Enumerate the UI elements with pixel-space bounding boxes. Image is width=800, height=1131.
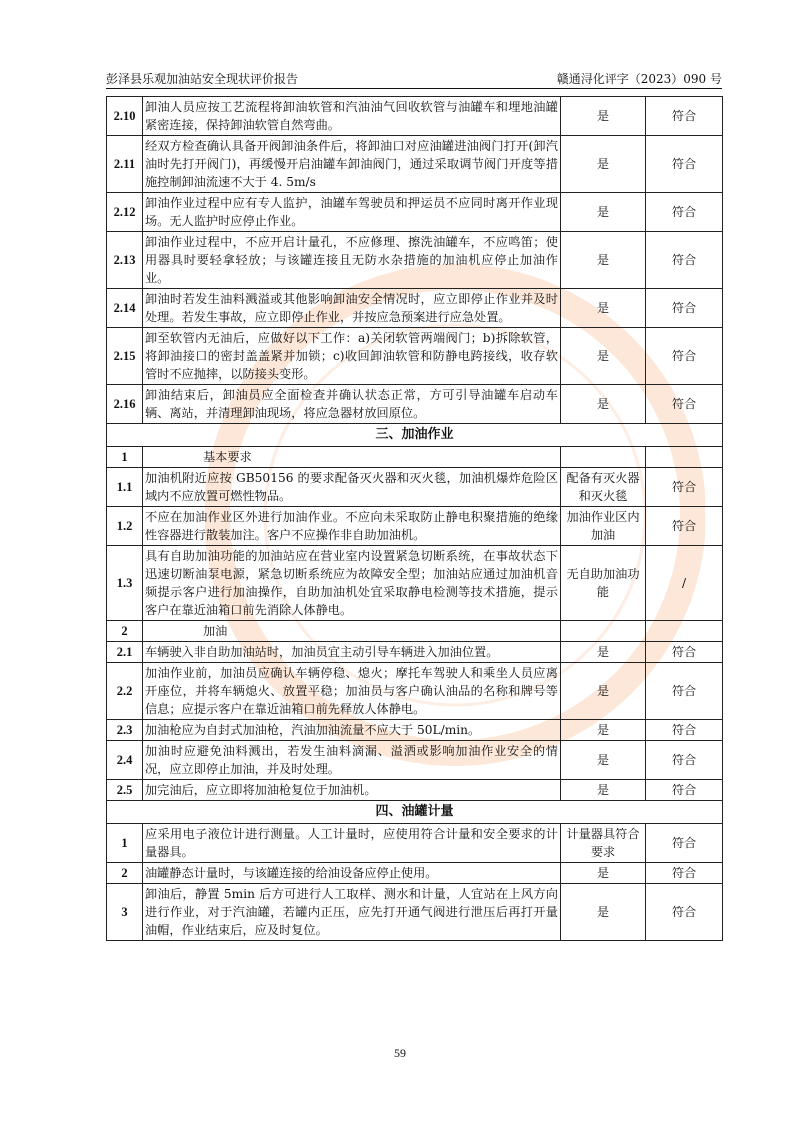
item-actual-status: 是: [561, 136, 646, 193]
item-result: 符合: [646, 720, 723, 741]
item-actual-status: 是: [561, 720, 646, 741]
table-row: [107, 741, 723, 780]
item-result: 符合: [646, 863, 723, 884]
item-result: 符合: [646, 780, 723, 801]
item-requirement: 卸油作业过程中，不应开启计量孔，不应修理、擦洗油罐车，不应鸣笛；使用器具时要轻拿轻放；与该罐连接且无防水杂措施的加油机应停止加油作业。: [143, 232, 561, 289]
table-row: [107, 507, 723, 546]
table-row: [107, 884, 723, 941]
item-requirement: 卸油作业过程中应有专人监护，油罐车驾驶员和押运员不应同时离开作业现场。无人监护时应停止作业。: [143, 193, 561, 232]
table-row: [107, 385, 723, 424]
item-requirement: 加油时应避免油料溅出，若发生油料滴漏、溢洒或影响加油作业安全的情况，应立即停止加油，并及时处理。: [143, 741, 561, 780]
item-actual-status: 是: [561, 741, 646, 780]
item-actual-status: 配备有灭火器和灭火毯: [561, 468, 646, 507]
page-number: 59: [394, 1046, 406, 1060]
item-requirement: 加油机附近应按 GB50156 的要求配备灭火器和灭火毯，加油机爆炸危险区域内不应放置可燃性物品。: [143, 468, 561, 507]
section-title: 三、加油作业: [107, 424, 723, 447]
item-number: 2.4: [107, 741, 143, 780]
item-actual-status: 是: [561, 780, 646, 801]
section-title: 四、油罐计量: [107, 801, 723, 824]
empty-cell: [561, 621, 646, 642]
item-number: 2.10: [107, 97, 143, 136]
subsection-number: 2: [107, 621, 143, 642]
item-requirement: 不应在加油作业区外进行加油作业。不应向未采取防止静电积聚措施的绝缘性容器进行散装加注。客户不应操作非自助加油机。: [143, 507, 561, 546]
item-requirement: 经双方检查确认具备开阀卸油条件后，将卸油口对应油罐进油阀门打开(卸汽油时先打开阀门)，再缓慢开启油罐车卸油阀门，通过采取调节阀门开度等措施控制卸油流速不大于 4. 5m/s: [143, 136, 561, 193]
item-number: 3: [107, 884, 143, 941]
table-row: [107, 546, 723, 621]
item-actual-status: 是: [561, 232, 646, 289]
item-actual-status: 加油作业区内加油: [561, 507, 646, 546]
item-actual-status: 是: [561, 663, 646, 720]
item-result: 符合: [646, 884, 723, 941]
item-number: 2.14: [107, 289, 143, 328]
table-row: [107, 720, 723, 741]
item-result: 符合: [646, 136, 723, 193]
item-number: 2: [107, 863, 143, 884]
item-number: 2.11: [107, 136, 143, 193]
item-requirement: 卸油结束后，卸油员应全面检查并确认状态正常，方可引导油罐车启动车辆、离站，并清理卸油现场，将应急器材放回原位。: [143, 385, 561, 424]
item-requirement: 卸油后，静置 5min 后方可进行人工取样、测水和计量，人宜站在上风方向进行作业，对于汽油罐，若罐内正压，应先打开通气阀进行泄压后再打开量油帽，作业结束后，应及时复位。: [143, 884, 561, 941]
subsection-row: [107, 621, 723, 642]
item-number: 1: [107, 824, 143, 863]
item-number: 2.15: [107, 328, 143, 385]
item-requirement: 卸至软管内无油后，应做好以下工作：a)关闭软管两端阀门；b)拆除软管，将卸油接口的密封盖盖紧并加锁；c)收回卸油软管和防静电跨接线，收存软管时不应抛摔，以防接头变形。: [143, 328, 561, 385]
item-requirement: 应采用电子液位计进行测量。人工计量时，应使用符合计量和安全要求的计量器具。: [143, 824, 561, 863]
item-actual-status: 是: [561, 884, 646, 941]
item-result: 符合: [646, 663, 723, 720]
item-result: 符合: [646, 232, 723, 289]
table-row: [107, 663, 723, 720]
item-requirement: 车辆驶入非自助加油站时，加油员宜主动引导车辆进入加油位置。: [143, 642, 561, 663]
item-actual-status: 是: [561, 289, 646, 328]
item-result: 符合: [646, 193, 723, 232]
item-number: 2.2: [107, 663, 143, 720]
item-number: 2.12: [107, 193, 143, 232]
subsection-title: 加油: [143, 621, 561, 642]
evaluation-table: [106, 96, 723, 941]
item-number: 2.16: [107, 385, 143, 424]
item-result: 符合: [646, 289, 723, 328]
item-result: 符合: [646, 741, 723, 780]
item-requirement: 加油作业前，加油员应确认车辆停稳、熄火；摩托车驾驶人和乘坐人员应离开座位，并将车辆熄火、放置平稳；加油员与客户确认油品的名称和牌号等信息；应提示客户在靠近油箱口前先释放人体静电。: [143, 663, 561, 720]
subsection-title: 基本要求: [143, 447, 561, 468]
table-row: [107, 780, 723, 801]
item-requirement: 卸油人员应按工艺流程将卸油软管和汽油油气回收软管与油罐车和埋地油罐紧密连接，保持卸油软管自然弯曲。: [143, 97, 561, 136]
item-actual-status: 是: [561, 385, 646, 424]
item-number: 1.2: [107, 507, 143, 546]
table-row: [107, 468, 723, 507]
empty-cell: [646, 621, 723, 642]
item-actual-status: 无自助加油功能: [561, 546, 646, 621]
item-result: 符合: [646, 97, 723, 136]
report-number: 赣通浔化评字（2023）090 号: [556, 72, 722, 86]
item-result: 符合: [646, 507, 723, 546]
item-actual-status: 计量器具符合要求: [561, 824, 646, 863]
item-requirement: 加油枪应为自封式加油枪，汽油加油流量不应大于 50L/min。: [143, 720, 561, 741]
item-result: 符合: [646, 385, 723, 424]
empty-cell: [646, 447, 723, 468]
item-actual-status: 是: [561, 642, 646, 663]
item-actual-status: 是: [561, 863, 646, 884]
subsection-number: 1: [107, 447, 143, 468]
item-number: 1.1: [107, 468, 143, 507]
empty-cell: [561, 447, 646, 468]
item-result: /: [646, 546, 723, 621]
item-actual-status: 是: [561, 328, 646, 385]
section-row: [107, 801, 723, 824]
item-result: 符合: [646, 824, 723, 863]
table-row: [107, 232, 723, 289]
page-header: [106, 70, 722, 89]
item-number: 2.5: [107, 780, 143, 801]
item-number: 2.3: [107, 720, 143, 741]
item-actual-status: 是: [561, 193, 646, 232]
item-result: 符合: [646, 328, 723, 385]
item-actual-status: 是: [561, 97, 646, 136]
item-requirement: 具有自助加油功能的加油站应在营业室内设置紧急切断系统，在事故状态下迅速切断油泵电源，紧急切断系统应为故障安全型；加油站应通过加油机音频提示客户进行加油操作，自助加油机处宜采取静电检测等技术措施，提示客户在靠近油箱口前先消除人体静电。: [143, 546, 561, 621]
table-row: [107, 824, 723, 863]
table-row: [107, 328, 723, 385]
item-number: 2.1: [107, 642, 143, 663]
item-result: 符合: [646, 642, 723, 663]
section-row: [107, 424, 723, 447]
report-title: 彭泽县乐观加油站安全现状评价报告: [106, 72, 299, 86]
table-row: [107, 136, 723, 193]
subsection-row: [107, 447, 723, 468]
item-number: 1.3: [107, 546, 143, 621]
table-row: [107, 863, 723, 884]
item-number: 2.13: [107, 232, 143, 289]
table-row: [107, 642, 723, 663]
item-requirement: 卸油时若发生油料溅溢或其他影响卸油安全情况时，应立即停止作业并及时处理。若发生事故，应立即停止作业，并按应急预案进行应急处置。: [143, 289, 561, 328]
table-row: [107, 97, 723, 136]
item-requirement: 油罐静态计量时，与该罐连接的给油设备应停止使用。: [143, 863, 561, 884]
table-row: [107, 193, 723, 232]
item-requirement: 加完油后，应立即将加油枪复位于加油机。: [143, 780, 561, 801]
item-result: 符合: [646, 468, 723, 507]
table-row: [107, 289, 723, 328]
